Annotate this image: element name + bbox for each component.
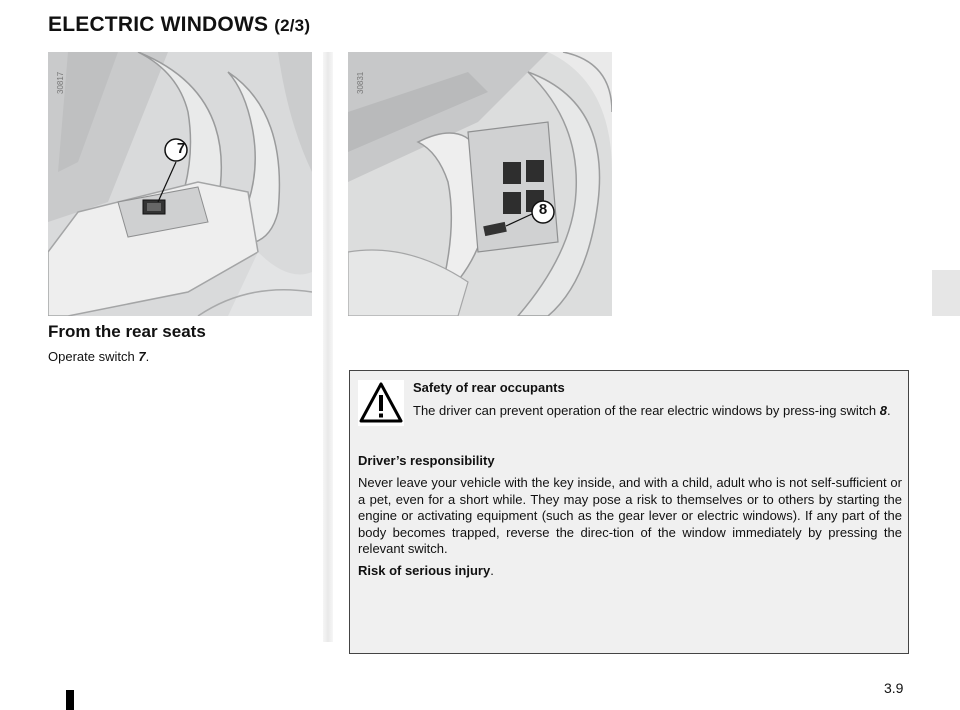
warning-triangle-icon xyxy=(358,380,404,426)
risk-bold: Risk of serious injury xyxy=(358,563,491,578)
rear-seats-text: Operate switch xyxy=(48,349,139,364)
page-title xyxy=(48,13,310,37)
safety-text-end: . xyxy=(887,403,891,418)
rear-seats-heading: From the rear seats xyxy=(48,322,206,341)
switch-7-ref: 7 xyxy=(138,349,146,364)
callout-7-label: 7 xyxy=(176,140,186,157)
driver-door-switch-panel-illustration xyxy=(348,52,612,316)
safety-heading: Safety of rear occupants xyxy=(413,380,565,395)
driver-door-illustration xyxy=(348,52,612,316)
rear-door-switch-illustration xyxy=(48,52,312,316)
figure-code-left: 30817 xyxy=(56,71,65,94)
responsibility-text: Never leave your vehicle with the key inside, and with a child, adult who is not self-sufficient or a pet, even for a short while. They may pose a risk to themselves or to others by starting the engine or activating equipment (such as the gear lever or electric windows). If any part of the body becomes trapped, reverse the direc-tion of the window immediately by pressing the relevant switch. xyxy=(358,475,902,556)
warning-box xyxy=(349,370,909,654)
page-number: 3.9 xyxy=(884,680,904,696)
figure-code-right: 30831 xyxy=(356,71,365,94)
callout-8-label: 8 xyxy=(538,201,548,218)
title-page-indicator: (2/3) xyxy=(274,16,311,35)
column-divider xyxy=(323,52,333,642)
risk-end: . xyxy=(490,563,494,578)
section-tab xyxy=(932,270,960,316)
rear-seats-text-end: . xyxy=(145,349,150,364)
rear-door-illustration xyxy=(48,52,312,316)
safety-text xyxy=(413,403,901,420)
crop-mark xyxy=(66,690,74,710)
rear-seats-instruction xyxy=(48,349,149,364)
risk-line xyxy=(358,563,494,580)
safety-text-body: The driver can prevent operation of the rear electric windows by press-ing switch xyxy=(413,403,880,418)
responsibility-heading: Driver’s responsibility xyxy=(358,453,495,468)
switch-8-ref: 8 xyxy=(879,403,888,418)
title-main: ELECTRIC WINDOWS xyxy=(48,13,269,36)
